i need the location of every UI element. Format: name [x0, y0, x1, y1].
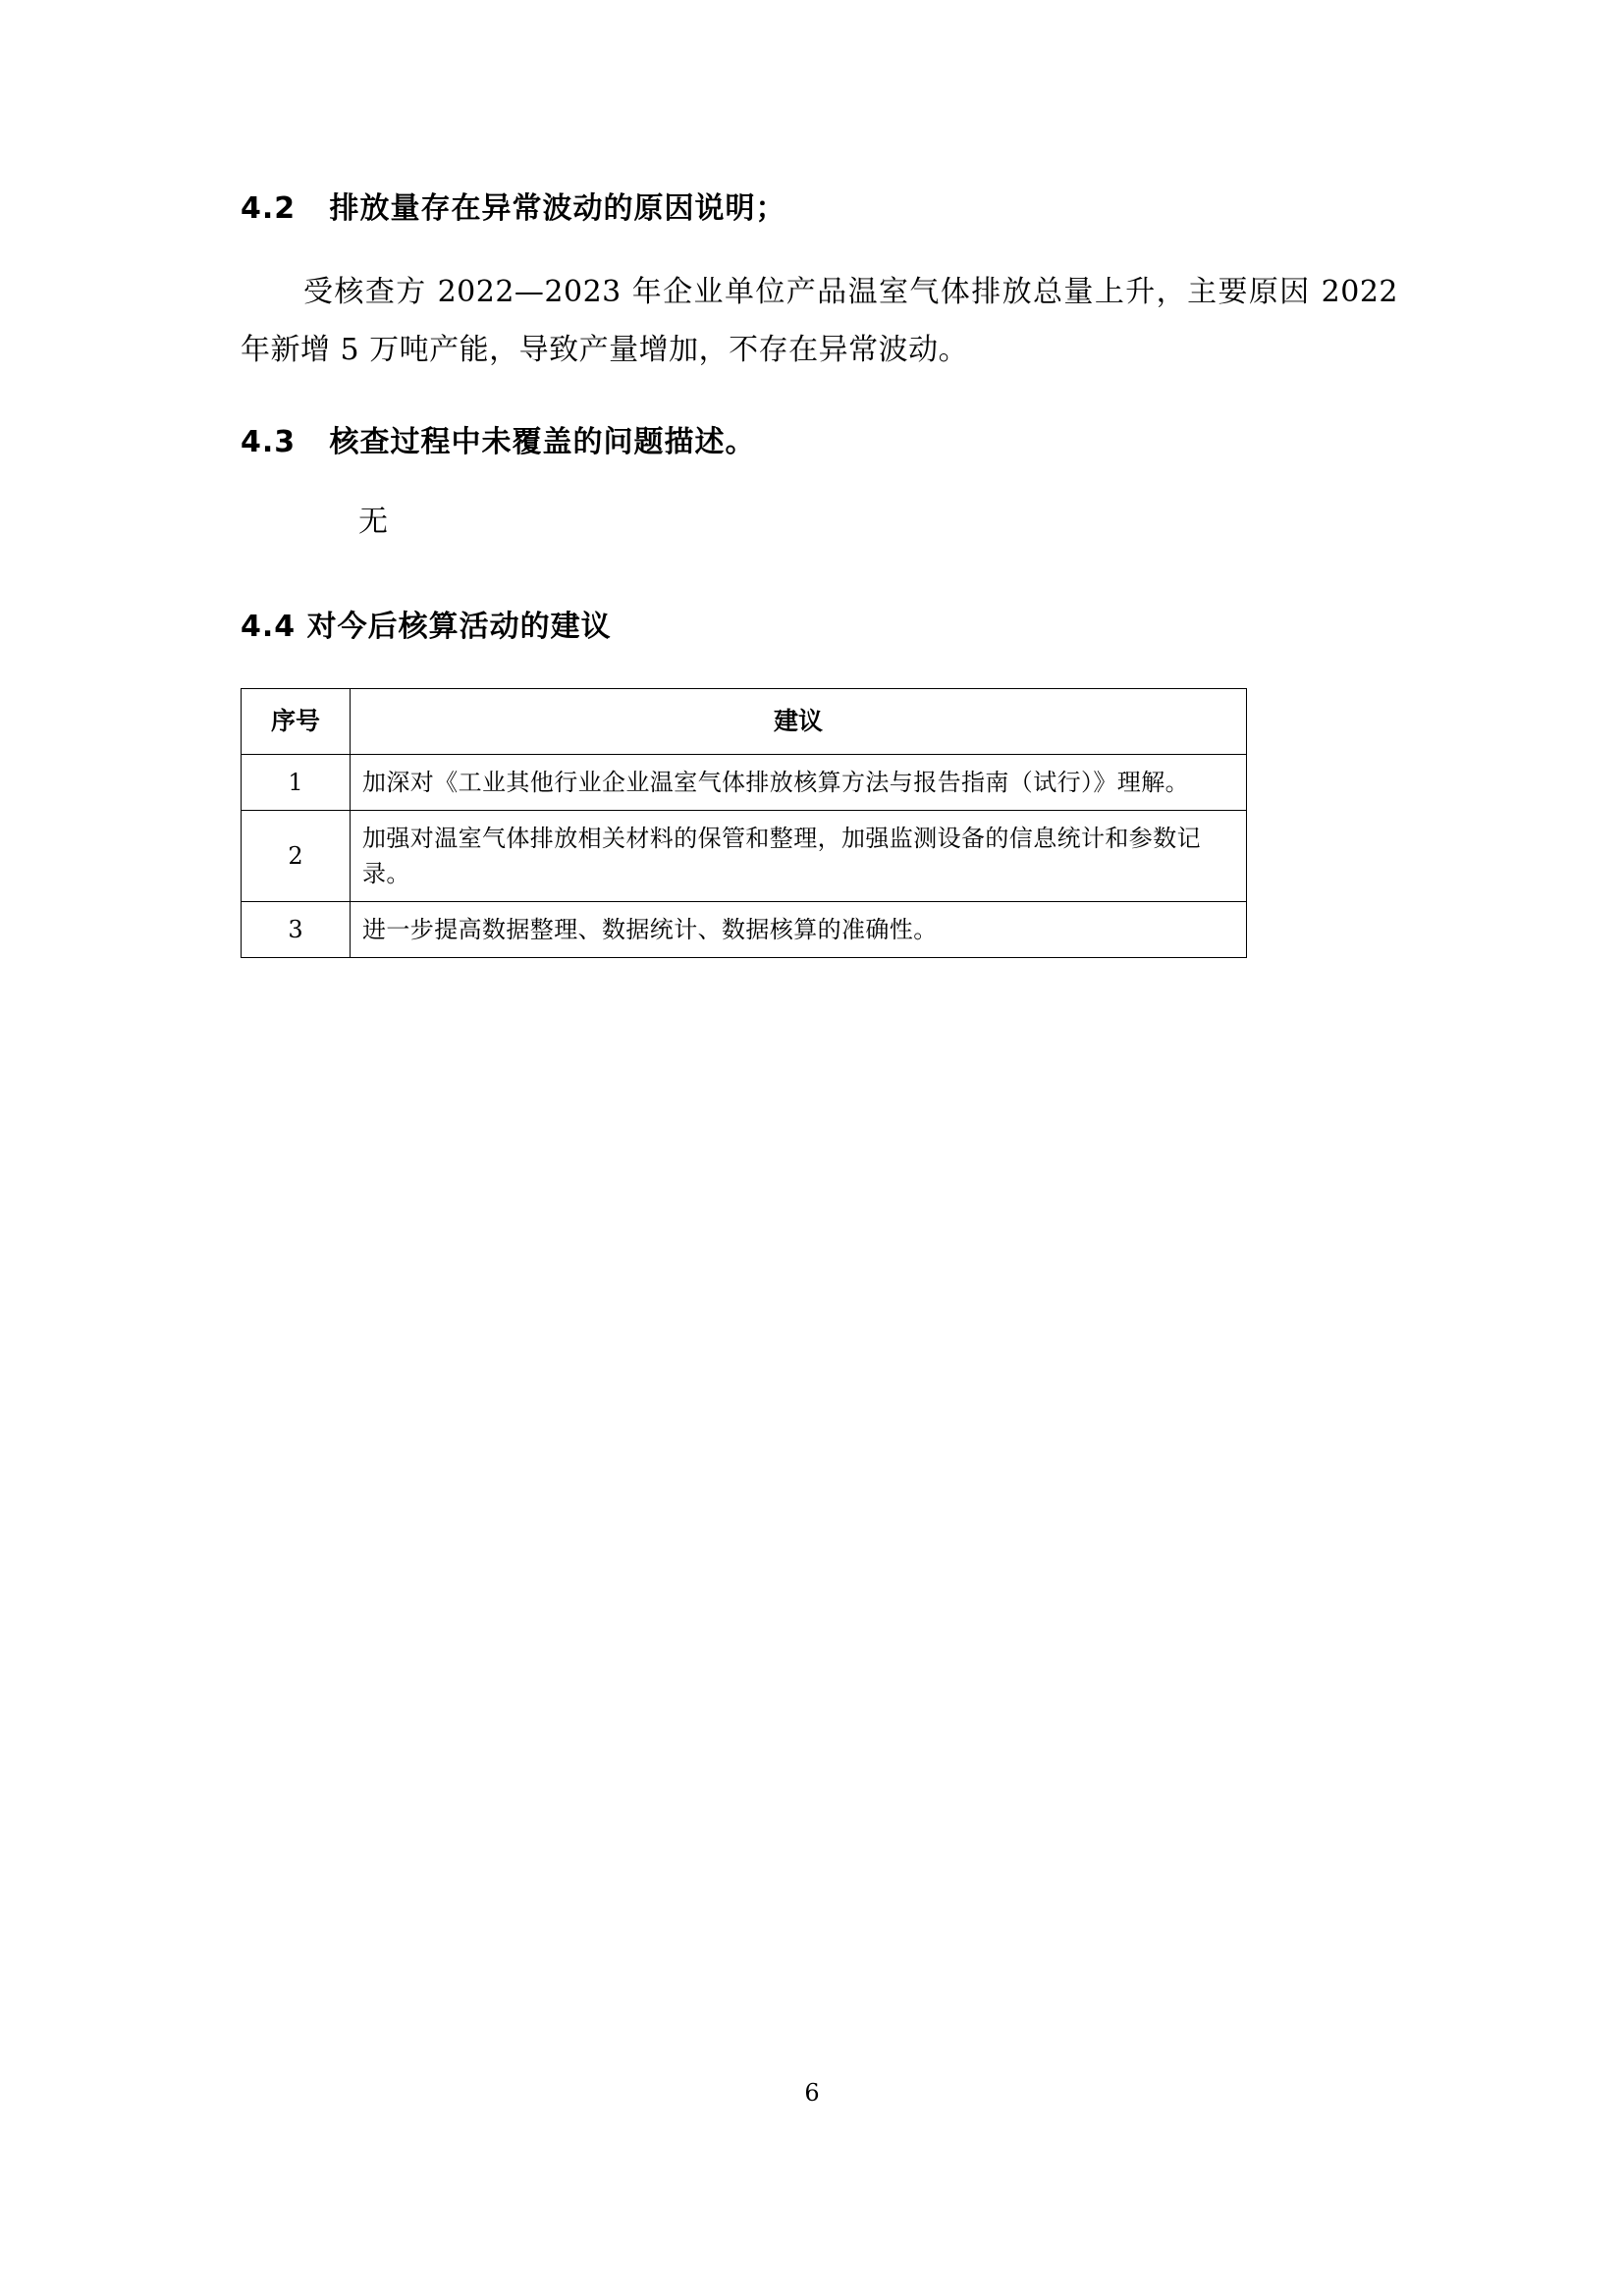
table-header-index: 序号: [242, 689, 351, 755]
table-body: [242, 754, 1247, 957]
section-number: 4.3: [241, 425, 297, 459]
table-row: [242, 901, 1247, 957]
section-number: 4.4: [241, 610, 297, 644]
section-title: 排放量存在异常波动的原因说明；: [329, 191, 786, 226]
row-text: 加强对温室气体排放相关材料的保管和整理，加强监测设备的信息统计和参数记录。: [351, 810, 1247, 901]
section-title: 对今后核算活动的建议: [306, 610, 612, 644]
table-header-row: [242, 689, 1247, 755]
section-heading-4-2: [241, 187, 1398, 231]
row-index: 2: [242, 810, 351, 901]
row-text: 进一步提高数据整理、数据统计、数据核算的准确性。: [351, 901, 1247, 957]
recommendation-table: [241, 688, 1247, 958]
table-header: [242, 689, 1247, 755]
table-row: [242, 754, 1247, 810]
row-text: 加深对《工业其他行业企业温室气体排放核算方法与报告指南（试行）》理解。: [351, 754, 1247, 810]
page-number: 6: [804, 2079, 820, 2107]
row-index: 3: [242, 901, 351, 957]
table-header-recommendation: 建议: [351, 689, 1247, 755]
row-index: 1: [242, 754, 351, 810]
section-heading-4-3: [241, 420, 1398, 464]
section-number: 4.2: [241, 191, 297, 226]
paragraph-4-2-1: 受核查方 2022—2023 年企业单位产品温室气体排放总量上升，主要原因 2022 年新增 5 万吨产能，导致产量增加，不存在异常波动。: [241, 275, 1398, 367]
section-heading-4-4: [241, 605, 1398, 649]
paragraph-4-3-1: 无: [358, 505, 388, 539]
table-row: [242, 810, 1247, 901]
section-title: 核查过程中未覆盖的问题描述。: [329, 425, 756, 459]
